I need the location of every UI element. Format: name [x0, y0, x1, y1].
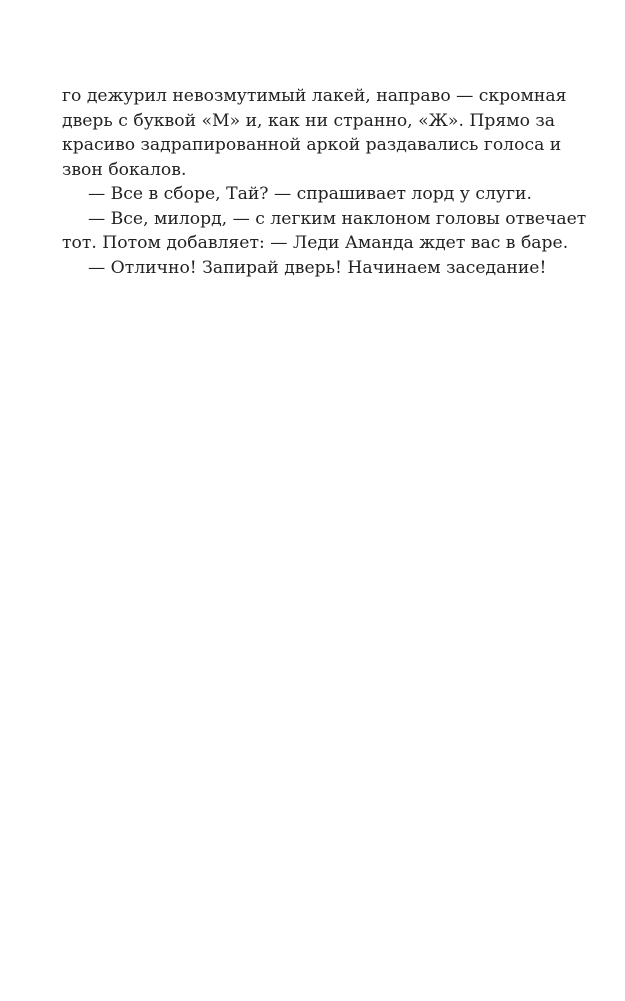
- text-line-2: дверь с буквой «М» и, как ни странно, «Ж». Прямо за: [62, 110, 556, 131]
- text-line-4: звон бокалов.: [62, 159, 187, 180]
- dialogue-line-3: — Отлично! Запирай дверь! Начинаем заседание!: [88, 257, 547, 278]
- dialogue-line-2: — Все, милорд, — с легким наклоном головы отвечает: [88, 208, 587, 229]
- text-line-1: го дежурил невозмутимый лакей, направо — скромная: [62, 86, 567, 106]
- dialogue-line-2-continued: тот. Потом добавляет: — Леди Аманда ждет вас в баре.: [62, 233, 569, 253]
- text-line-3: красиво задрапированной аркой раздавались голоса и: [62, 135, 562, 155]
- dialogue-line-1: — Все в сборе, Тай? — спрашивает лорд у слуги.: [88, 184, 532, 204]
- page-text: [62, 84, 587, 280]
